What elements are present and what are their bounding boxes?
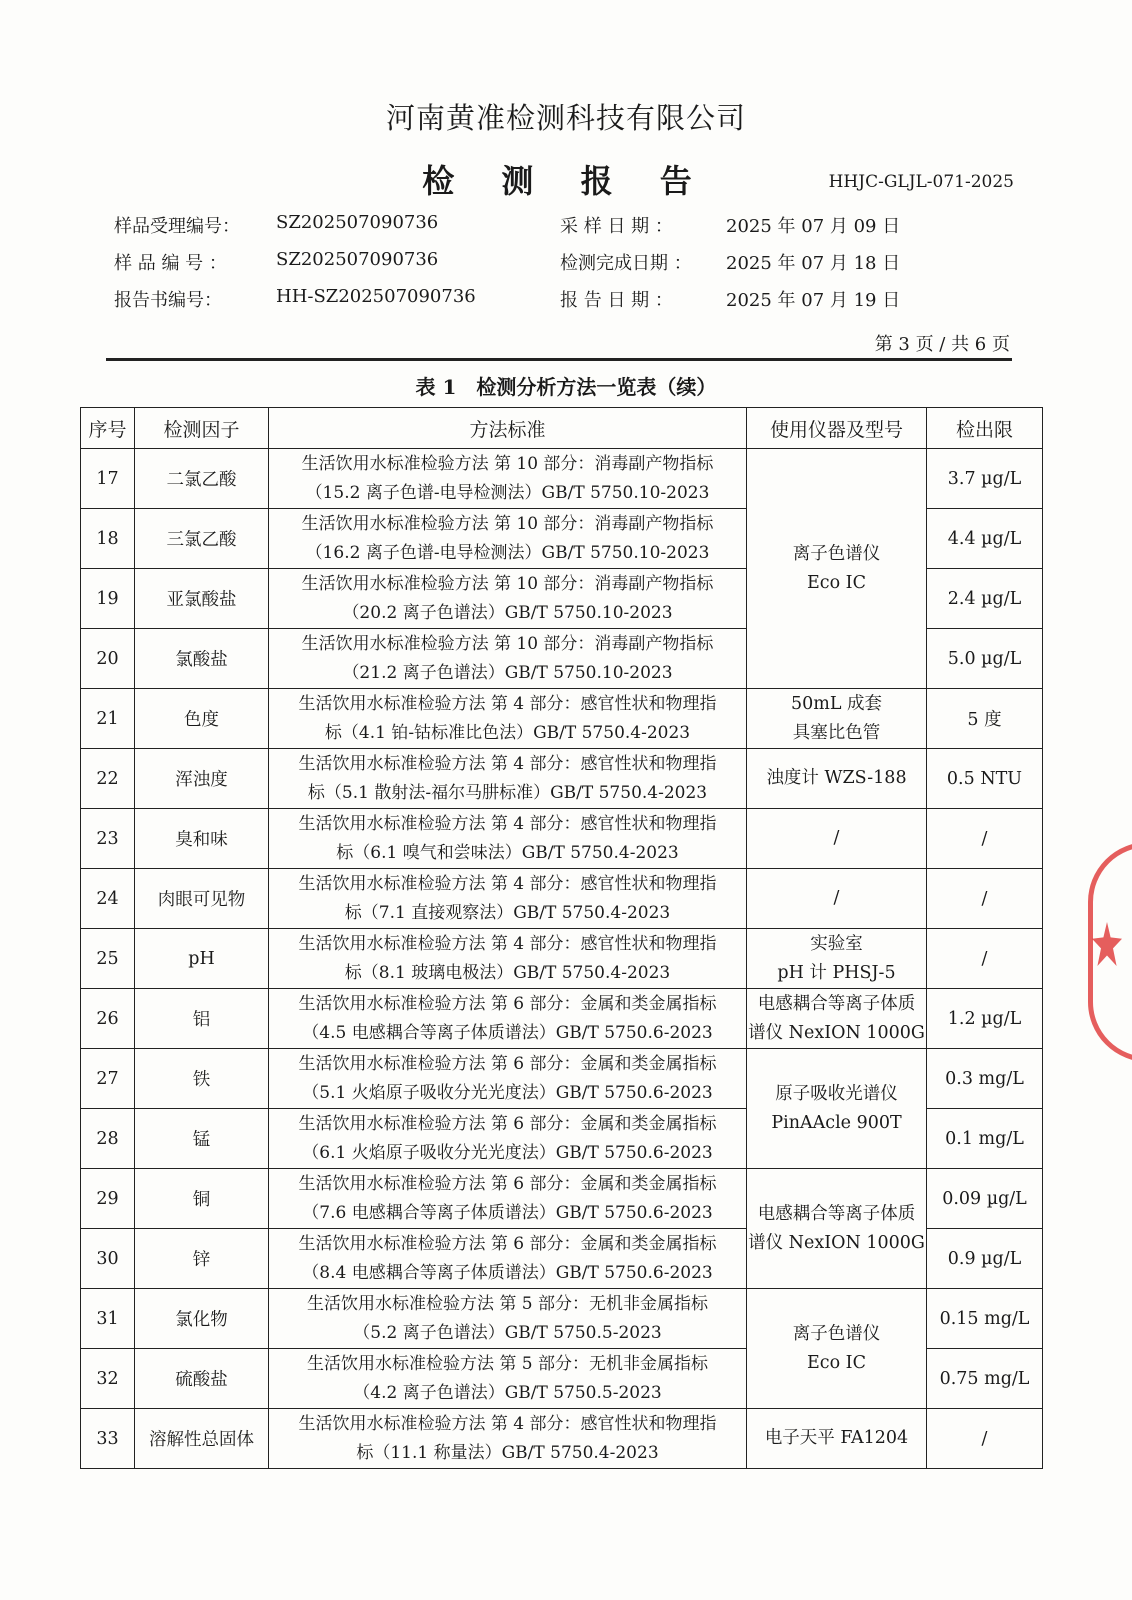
info-label-completion-date: 检测完成日期 ： bbox=[560, 253, 692, 274]
instrument-line: / bbox=[833, 828, 840, 848]
cell-instrument bbox=[747, 929, 927, 989]
table-row bbox=[81, 809, 1043, 869]
method-line: 生活饮用水标准检验方法 第 6 部分：金属和类金属指标 bbox=[298, 1113, 717, 1134]
cell-method bbox=[269, 569, 747, 629]
cell-factor: 氯酸盐 bbox=[135, 629, 269, 689]
info-value-sampling-date: 2025 年 07 月 09 日 bbox=[726, 216, 901, 237]
cell-method bbox=[269, 1049, 747, 1109]
cell-limit: 5.0 µg/L bbox=[927, 629, 1043, 689]
cell-factor: 浑浊度 bbox=[135, 749, 269, 809]
method-line: （4.5 电感耦合等离子体质谱法）GB/T 5750.6-2023 bbox=[302, 1022, 713, 1043]
method-line: 标（6.1 嗅气和尝味法）GB/T 5750.4-2023 bbox=[336, 842, 679, 863]
instrument-line: 50mL 成套 bbox=[790, 693, 883, 714]
cell-limit: 1.2 µg/L bbox=[927, 989, 1043, 1049]
table-row bbox=[81, 929, 1043, 989]
cell-no: 23 bbox=[81, 809, 135, 869]
table-row bbox=[81, 1289, 1043, 1349]
table-row bbox=[81, 1169, 1043, 1229]
info-label-sample-receipt-no: 样品受理编号： bbox=[114, 216, 240, 237]
cell-limit: 0.75 mg/L bbox=[927, 1349, 1043, 1409]
method-line: （5.2 离子色谱法）GB/T 5750.5-2023 bbox=[353, 1322, 662, 1343]
cell-no: 18 bbox=[81, 509, 135, 569]
header-instrument: 使用仪器及型号 bbox=[747, 408, 927, 449]
report-title: 检 测 报 告 bbox=[422, 162, 710, 200]
cell-method bbox=[269, 929, 747, 989]
table-title: 表 1 检测分析方法一览表（续） bbox=[415, 375, 717, 399]
cell-method bbox=[269, 449, 747, 509]
method-line: （15.2 离子色谱-电导检测法）GB/T 5750.10-2023 bbox=[305, 482, 710, 503]
cell-factor: 铜 bbox=[135, 1169, 269, 1229]
cell-factor: 肉眼可见物 bbox=[135, 869, 269, 929]
cell-method bbox=[269, 989, 747, 1049]
method-line: （6.1 火焰原子吸收分光光度法）GB/T 5750.6-2023 bbox=[302, 1142, 713, 1163]
method-line: 生活饮用水标准检验方法 第 5 部分：无机非金属指标 bbox=[306, 1353, 709, 1374]
instrument-line: 实验室 bbox=[810, 933, 863, 954]
method-line: 生活饮用水标准检验方法 第 5 部分：无机非金属指标 bbox=[306, 1293, 709, 1314]
method-line: 标（7.1 直接观察法）GB/T 5750.4-2023 bbox=[344, 902, 671, 923]
cell-limit: / bbox=[927, 809, 1043, 869]
methods-table bbox=[80, 407, 1043, 1469]
cell-no: 21 bbox=[81, 689, 135, 749]
info-label-report-no: 报告书编号： bbox=[114, 290, 222, 311]
cell-no: 25 bbox=[81, 929, 135, 989]
cell-method bbox=[269, 1229, 747, 1289]
method-line: 生活饮用水标准检验方法 第 10 部分：消毒副产物指标 bbox=[301, 453, 714, 474]
cell-method bbox=[269, 629, 747, 689]
table-row bbox=[81, 1049, 1043, 1109]
header-limit: 检出限 bbox=[927, 408, 1043, 449]
table-row bbox=[81, 449, 1043, 509]
cell-factor: 锌 bbox=[135, 1229, 269, 1289]
cell-method bbox=[269, 689, 747, 749]
cell-factor: 溶解性总固体 bbox=[135, 1409, 269, 1469]
method-line: 标（5.1 散射法-福尔马肼标准）GB/T 5750.4-2023 bbox=[307, 782, 708, 803]
cell-method bbox=[269, 809, 747, 869]
cell-no: 30 bbox=[81, 1229, 135, 1289]
cell-no: 33 bbox=[81, 1409, 135, 1469]
method-line: 生活饮用水标准检验方法 第 10 部分：消毒副产物指标 bbox=[301, 633, 714, 654]
cell-no: 32 bbox=[81, 1349, 135, 1409]
cell-limit: / bbox=[927, 929, 1043, 989]
cell-factor: 色度 bbox=[135, 689, 269, 749]
cell-no: 26 bbox=[81, 989, 135, 1049]
cell-factor: 硫酸盐 bbox=[135, 1349, 269, 1409]
cell-instrument bbox=[747, 1049, 927, 1169]
cell-instrument bbox=[747, 449, 927, 689]
red-seal-stamp bbox=[1088, 842, 1132, 1062]
instrument-line: 具塞比色管 bbox=[792, 722, 881, 743]
instrument-line: 电子天平 FA1204 bbox=[764, 1428, 909, 1448]
instrument-line: PinAAcle 900T bbox=[771, 1112, 902, 1133]
method-line: 生活饮用水标准检验方法 第 6 部分：金属和类金属指标 bbox=[298, 1053, 717, 1074]
cell-limit: 0.9 µg/L bbox=[927, 1229, 1043, 1289]
cell-method bbox=[269, 749, 747, 809]
info-value-report-date: 2025 年 07 月 19 日 bbox=[726, 290, 901, 311]
cell-limit: 0.09 µg/L bbox=[927, 1169, 1043, 1229]
cell-factor: 氯化物 bbox=[135, 1289, 269, 1349]
cell-factor: 铁 bbox=[135, 1049, 269, 1109]
instrument-line: 原子吸收光谱仪 bbox=[775, 1083, 898, 1104]
cell-no: 17 bbox=[81, 449, 135, 509]
cell-instrument bbox=[747, 689, 927, 749]
method-line: 生活饮用水标准检验方法 第 4 部分：感官性状和物理指 bbox=[298, 813, 717, 834]
cell-no: 24 bbox=[81, 869, 135, 929]
instrument-line: 谱仪 NexION 1000G bbox=[748, 1232, 925, 1253]
method-line: （16.2 离子色谱-电导检测法）GB/T 5750.10-2023 bbox=[305, 542, 710, 563]
cell-factor: 铝 bbox=[135, 989, 269, 1049]
cell-no: 20 bbox=[81, 629, 135, 689]
table-row bbox=[81, 749, 1043, 809]
header-no: 序号 bbox=[81, 408, 135, 449]
cell-no: 27 bbox=[81, 1049, 135, 1109]
cell-factor: 亚氯酸盐 bbox=[135, 569, 269, 629]
cell-method bbox=[269, 509, 747, 569]
method-line: 生活饮用水标准检验方法 第 6 部分：金属和类金属指标 bbox=[298, 1173, 717, 1194]
method-line: 标（4.1 铂-钴标准比色法）GB/T 5750.4-2023 bbox=[324, 722, 691, 743]
header-divider bbox=[106, 358, 1012, 361]
table-row bbox=[81, 869, 1043, 929]
table-body bbox=[81, 449, 1043, 1469]
method-line: 生活饮用水标准检验方法 第 4 部分：感官性状和物理指 bbox=[298, 1413, 717, 1434]
method-line: 标（8.1 玻璃电极法）GB/T 5750.4-2023 bbox=[344, 962, 671, 983]
method-line: 生活饮用水标准检验方法 第 6 部分：金属和类金属指标 bbox=[298, 993, 717, 1014]
cell-instrument bbox=[747, 1169, 927, 1289]
cell-instrument bbox=[747, 749, 927, 809]
table-row bbox=[81, 689, 1043, 749]
header-method: 方法标准 bbox=[269, 408, 747, 449]
info-value-report-no: HH-SZ202507090736 bbox=[276, 286, 476, 307]
cell-factor: 二氯乙酸 bbox=[135, 449, 269, 509]
cell-method bbox=[269, 1349, 747, 1409]
cell-method bbox=[269, 1409, 747, 1469]
cell-instrument bbox=[747, 869, 927, 929]
cell-instrument bbox=[747, 1289, 927, 1409]
info-label-sampling-date: 采 样 日 期 ： bbox=[560, 216, 673, 237]
cell-limit: 5 度 bbox=[927, 689, 1043, 749]
instrument-line: 电感耦合等离子体质 bbox=[757, 1203, 916, 1224]
method-line: （7.6 电感耦合等离子体质谱法）GB/T 5750.6-2023 bbox=[302, 1202, 713, 1223]
cell-limit: 0.15 mg/L bbox=[927, 1289, 1043, 1349]
instrument-line: 浊度计 WZS-188 bbox=[766, 768, 907, 788]
page-number: 第 3 页 / 共 6 页 bbox=[874, 334, 1010, 355]
instrument-line: Eco IC bbox=[807, 572, 866, 593]
instrument-line: Eco IC bbox=[807, 1352, 866, 1373]
company-name: 河南黄准检测科技有限公司 bbox=[385, 101, 746, 135]
cell-limit: 0.5 NTU bbox=[927, 749, 1043, 809]
cell-instrument bbox=[747, 1409, 927, 1469]
method-line: 生活饮用水标准检验方法 第 6 部分：金属和类金属指标 bbox=[298, 1233, 717, 1254]
cell-factor: 锰 bbox=[135, 1109, 269, 1169]
cell-factor: 臭和味 bbox=[135, 809, 269, 869]
instrument-line: 离子色谱仪 bbox=[792, 1323, 881, 1344]
cell-no: 19 bbox=[81, 569, 135, 629]
cell-factor: 三氯乙酸 bbox=[135, 509, 269, 569]
method-line: （20.2 离子色谱法）GB/T 5750.10-2023 bbox=[342, 602, 673, 623]
table-row bbox=[81, 1409, 1043, 1469]
cell-method bbox=[269, 869, 747, 929]
instrument-line: / bbox=[833, 888, 840, 908]
method-line: 生活饮用水标准检验方法 第 4 部分：感官性状和物理指 bbox=[298, 753, 717, 774]
table-header-row bbox=[81, 408, 1043, 449]
cell-instrument bbox=[747, 989, 927, 1049]
method-line: 标（11.1 称量法）GB/T 5750.4-2023 bbox=[356, 1442, 659, 1463]
method-line: （5.1 火焰原子吸收分光光度法）GB/T 5750.6-2023 bbox=[302, 1082, 713, 1103]
method-line: 生活饮用水标准检验方法 第 10 部分：消毒副产物指标 bbox=[301, 513, 714, 534]
cell-limit: 2.4 µg/L bbox=[927, 569, 1043, 629]
method-line: 生活饮用水标准检验方法 第 4 部分：感官性状和物理指 bbox=[298, 693, 717, 714]
instrument-line: 电感耦合等离子体质 bbox=[757, 993, 916, 1014]
method-line: （8.4 电感耦合等离子体质谱法）GB/T 5750.6-2023 bbox=[302, 1262, 713, 1283]
method-line: 生活饮用水标准检验方法 第 4 部分：感官性状和物理指 bbox=[298, 873, 717, 894]
cell-limit: 0.3 mg/L bbox=[927, 1049, 1043, 1109]
info-value-completion-date: 2025 年 07 月 18 日 bbox=[726, 253, 901, 274]
instrument-line: 离子色谱仪 bbox=[792, 543, 881, 564]
cell-limit: / bbox=[927, 869, 1043, 929]
cell-limit: / bbox=[927, 1409, 1043, 1469]
cell-method bbox=[269, 1169, 747, 1229]
cell-limit: 0.1 mg/L bbox=[927, 1109, 1043, 1169]
info-value-sample-no: SZ202507090736 bbox=[276, 249, 439, 270]
cell-method bbox=[269, 1289, 747, 1349]
info-label-sample-no: 样 品 编 号 ： bbox=[114, 253, 227, 274]
header-factor: 检测因子 bbox=[135, 408, 269, 449]
cell-factor: pH bbox=[135, 929, 269, 989]
cell-no: 28 bbox=[81, 1109, 135, 1169]
info-label-report-date: 报 告 日 期 ： bbox=[560, 290, 673, 311]
method-line: 生活饮用水标准检验方法 第 4 部分：感官性状和物理指 bbox=[298, 933, 717, 954]
document-number: HHJC-GLJL-071-2025 bbox=[828, 172, 1014, 192]
instrument-line: 谱仪 NexION 1000G bbox=[748, 1022, 925, 1043]
table-row bbox=[81, 989, 1043, 1049]
cell-method bbox=[269, 1109, 747, 1169]
instrument-line: pH 计 PHSJ-5 bbox=[777, 962, 896, 983]
info-value-sample-receipt-no: SZ202507090736 bbox=[276, 212, 439, 233]
method-line: （21.2 离子色谱法）GB/T 5750.10-2023 bbox=[342, 662, 673, 683]
method-line: （4.2 离子色谱法）GB/T 5750.5-2023 bbox=[353, 1382, 662, 1403]
cell-no: 29 bbox=[81, 1169, 135, 1229]
cell-no: 22 bbox=[81, 749, 135, 809]
cell-limit: 3.7 µg/L bbox=[927, 449, 1043, 509]
cell-instrument bbox=[747, 809, 927, 869]
cell-no: 31 bbox=[81, 1289, 135, 1349]
cell-limit: 4.4 µg/L bbox=[927, 509, 1043, 569]
method-line: 生活饮用水标准检验方法 第 10 部分：消毒副产物指标 bbox=[301, 573, 714, 594]
